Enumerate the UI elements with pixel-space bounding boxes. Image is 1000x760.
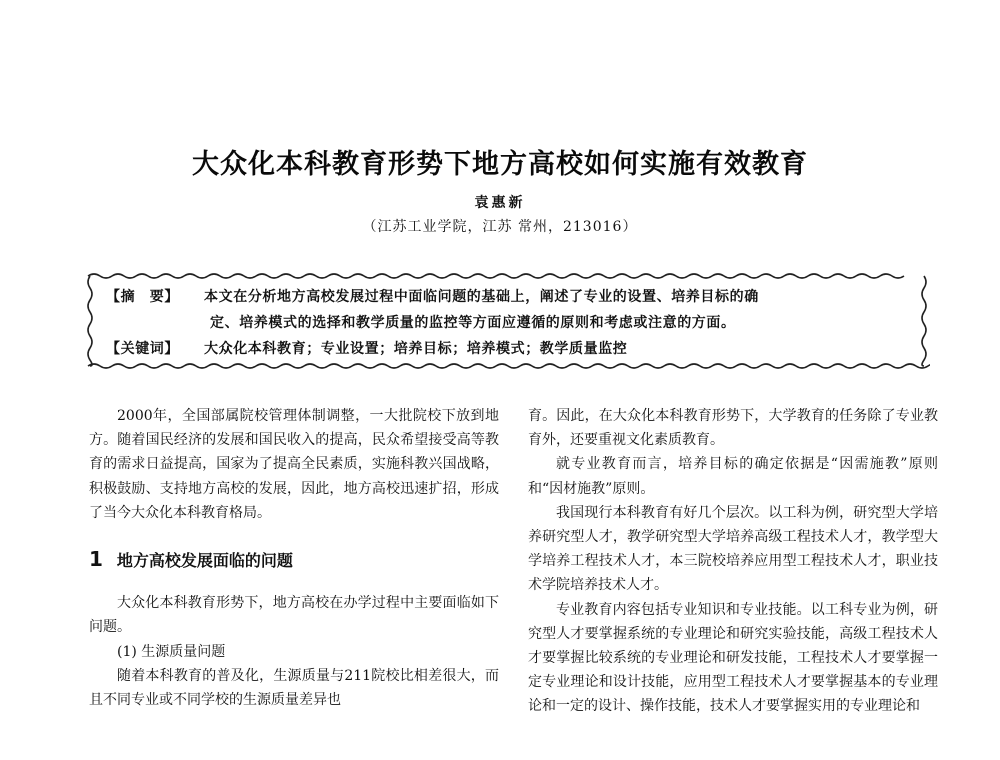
abstract-border-right	[922, 276, 926, 366]
right-column	[528, 404, 938, 719]
section-1-heading	[89, 547, 499, 573]
abstract-label: 【摘 要】	[106, 289, 179, 305]
right-paragraph-2: 就专业教育而言，培养目标的确定依据是“因需施教”原则和“因材施教”原则。	[528, 456, 938, 497]
intro-paragraph: 2000年，全国部属院校管理体制调整，一大批院校下放到地方。随着国民经济的发展和国民收入的提高，民众希望接受高等教育的需求日益提高，国家为了提高全民素质，实施科教兴国战略，积极鼓励、支持地方高校的发展，因此，地方高校迅速扩招，形成了当今大众化本科教育格局。	[89, 408, 499, 521]
abstract-box	[84, 268, 930, 372]
keywords-label: 【关键词】	[106, 341, 179, 357]
subsection-1-heading: (1) 生源质量问题	[117, 643, 226, 660]
paper-title: 大众化本科教育形势下地方高校如何实施有效教育	[192, 149, 808, 180]
author-name: 袁惠新	[474, 195, 526, 211]
abstract-border-top	[88, 274, 904, 278]
subsection-1-paragraph: 随着本科教育的普及化，生源质量与211院校比相差很大，而且不同专业或不同学校的生源质量差异也	[89, 667, 499, 709]
abstract-border-left	[88, 276, 92, 366]
right-paragraph-1: 育。因此，在大众化本科教育形势下，大学教育的任务除了专业教育外，还要重视文化素质教育。	[528, 408, 938, 449]
section-1-number: 1	[89, 547, 103, 572]
abstract-text-2: 定、培养模式的选择和教学质量的监控等方面应遵循的原则和考虑或注意的方面。	[210, 315, 736, 331]
right-paragraph-4: 专业教育内容包括专业知识和专业技能。以工科专业为例，研究型人才要掌握系统的专业理论和研究实验技能，高级工程技术人才要掌握比较系统的专业理论和研发技能，工程技术人才要掌握一定专业理论和设计技能，应用型工程技术人才要掌握基本的专业理论和一定的设计、操作技能，技术人才要掌握实用的专业理论和	[528, 601, 938, 715]
right-paragraph-3: 我国现行本科教育有好几个层次。以工科为例，研究型大学培养研究型人才，教学研究型大学培养高级工程技术人才，教学型大学培养工程技术人才，本三院校培养应用型工程技术人才，职业技术学院培养技术人才。	[528, 504, 938, 594]
abstract-line-1	[106, 286, 759, 306]
abstract-text-1: 本文在分析地方高校发展过程中面临问题的基础上，阐述了专业的设置、培养目标的确	[204, 289, 759, 305]
keywords-text: 大众化本科教育；专业设置；培养目标；培养模式；教学质量监控	[204, 341, 628, 357]
section-1-title: 地方高校发展面临的问题	[116, 551, 293, 571]
section-1-paragraph: 大众化本科教育形势下，地方高校在办学过程中主要面临如下问题。	[89, 595, 499, 636]
left-column	[89, 404, 499, 712]
author-affiliation: （江苏工业学院，江苏 常州，213016）	[362, 219, 638, 235]
abstract-border-bottom	[88, 364, 930, 368]
keywords-line	[106, 338, 627, 358]
